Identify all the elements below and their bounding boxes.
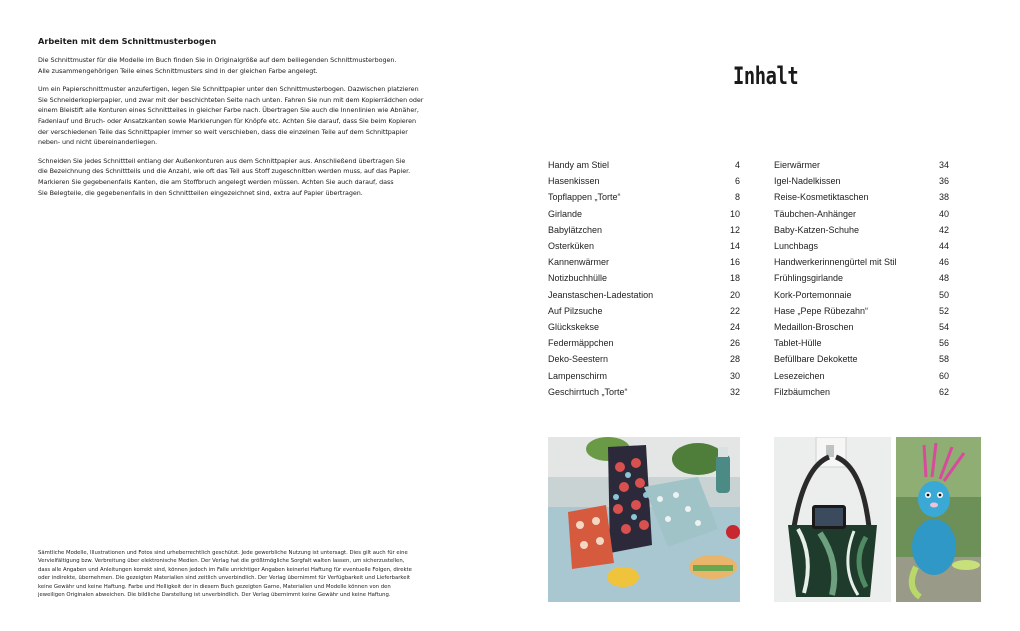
paragraph-1 — [38, 55, 448, 76]
toc-entry-page: 16 — [729, 257, 740, 268]
toc-entry — [548, 238, 740, 254]
toc-entry-page: 18 — [729, 273, 740, 284]
toc-entry-title: Hase „Pepe Rübezahn“ — [774, 305, 869, 316]
toc-entry-page: 44 — [938, 241, 949, 252]
toc-entry-title: Girlande — [548, 208, 583, 219]
phone-bag-illustration — [774, 437, 891, 602]
toc-entry-title: Lampenschirm — [548, 370, 608, 381]
paragraph-line: Schneiden Sie jedes Schnittteil entlang der Außenkonturen aus dem Schnittpapier aus. Anschließend übertragen Sie — [38, 156, 406, 165]
toc-entry-title: Geschirrtuch „Torte“ — [548, 386, 628, 397]
toc-entry-page: 40 — [938, 208, 949, 219]
toc-entry-title: Reise-Kosmetiktaschen — [774, 192, 869, 203]
toc-entry-title: Auf Pilzsuche — [548, 305, 603, 316]
toc-entry-page: 30 — [729, 370, 740, 381]
toc-entry — [774, 157, 949, 173]
paragraph-line: Um ein Papierschnittmuster anzufertigen, legen Sie Schnittpapier unter den Schnittmusterbogen. Dazwischen platzieren — [38, 85, 419, 94]
toc-entry — [548, 303, 740, 319]
toc-entry-page: 4 — [734, 160, 740, 171]
paragraph-line: die Bezeichnung des Schnittteils und die Anzahl, wie oft das Teil aus Stoff zugeschnitten werden muss, auf das Papier. — [38, 167, 411, 176]
toc-entry-page: 12 — [729, 224, 740, 235]
toc-title: Inhalt — [733, 62, 799, 90]
toc-entry-page: 26 — [729, 338, 740, 349]
toc-entry-title: Hasenkissen — [548, 176, 600, 187]
toc-entry-title: Tablet-Hülle — [774, 338, 822, 349]
toc-entry-title: Medaillon-Broschen — [774, 321, 854, 332]
toc-entry — [548, 351, 740, 367]
toc-entry — [548, 319, 740, 335]
toc-entry-page: 14 — [729, 241, 740, 252]
toc-entry-page: 10 — [729, 208, 740, 219]
paragraph-line: der verschiedenen Teile das Schnittpapier immer so weit verschieben, dass die einzelnen Teile auf dem Schnittpapier — [38, 127, 408, 136]
toc-entry-page: 8 — [734, 192, 740, 203]
toc-entry — [548, 206, 740, 222]
paragraph-line: Markieren Sie gegebenenfalls Kanten, die am Stoffbruch angelegt werden müssen. Achten Sie auch darauf, dass — [38, 177, 394, 186]
lunchbags-illustration — [548, 437, 740, 602]
toc-entry-title: Handwerkerinnengürtel mit Stil — [774, 257, 897, 268]
toc-entry-page: 54 — [938, 321, 949, 332]
toc-entry-page: 60 — [938, 370, 949, 381]
toc-entry — [774, 189, 949, 205]
toc-entry-page: 38 — [938, 192, 949, 203]
paragraph-line: Sie Schneiderkopierpapier, und zwar mit der beschichteten Seite nach unten. Fahren Sie nun mit dem Kopierrädchen oder — [38, 95, 424, 104]
toc-entry-title: Federmäppchen — [548, 338, 614, 349]
toc-entry-title: Täubchen-Anhänger — [774, 208, 857, 219]
legal-notice — [38, 549, 450, 599]
toc-entry-page: 42 — [938, 224, 949, 235]
toc-entry-title: Deko-Seestern — [548, 354, 609, 365]
toc-entry-title: Topflappen „Torte“ — [548, 192, 621, 203]
paragraph-2 — [38, 84, 448, 148]
toc-entry-page: 6 — [734, 176, 740, 187]
toc-entry-page: 58 — [938, 354, 949, 365]
toc-entry-title: Befüllbare Dekokette — [774, 354, 858, 365]
toc-entry — [774, 254, 949, 270]
toc-entry-title: Handy am Stiel — [548, 160, 610, 171]
toc-entry-page: 22 — [729, 305, 740, 316]
toc-entry — [774, 206, 949, 222]
legal-line: oder indirekte, übernehmen. Die gezeigten Materialien sind zeitlich unverbindlich. Der Verlag übernimmt für Verfügbarkeit und Lieferbarkeit — [38, 575, 411, 582]
toc-entry-page: 48 — [938, 273, 949, 284]
toc-entry — [548, 254, 740, 270]
toc-entry-page: 62 — [938, 386, 949, 397]
toc-entry — [774, 319, 949, 335]
legal-line: dass alle Angaben und Anleitungen korrekt sind, können jedoch im Falle unrichtiger Angaben keinerlei Haftung für eventuelle Folgen, direkte — [38, 566, 412, 573]
legal-line: Vervielfältigung bzw. Verbreitung über elektronische Medien. Der Verlag hat die größtmögliche Sorgfalt walten lassen, um sicherzustellen, — [38, 558, 405, 565]
legal-line: jeweiligen Originalen abweichen. Die bildliche Darstellung ist unverbindlich. Der Verlag übernimmt keine Gewähr und keine Haftung. — [38, 592, 391, 599]
toc-entry — [548, 335, 740, 351]
toc-entry — [548, 384, 740, 400]
toc-entry-title: Filzbäumchen — [774, 386, 831, 397]
toc-entry — [548, 367, 740, 383]
legal-line: keine Gewähr und keine Haftung. Farbe und Helligkeit der in diesem Buch gezeigten Garne, Materialien und Modelle können von den — [38, 583, 391, 590]
toc-entry — [774, 270, 949, 286]
bunny-illustration — [896, 437, 981, 602]
paragraph-line: Alle zusammengehörigen Teile eines Schnittmusters sind in der gleichen Farbe angelegt. — [38, 66, 318, 75]
toc-entry-title: Baby-Katzen-Schuhe — [774, 224, 860, 235]
toc-entry-title: Glückskekse — [548, 321, 600, 332]
toc-entry-page: 20 — [729, 289, 740, 300]
toc-entry — [774, 238, 949, 254]
intro-section — [38, 36, 448, 206]
paragraph-line: einem Bleistift alle Konturen eines Schnittteiles in gleicher Farbe nach. Übertragen Sie auch die Innenlinien wie Abnäher, — [38, 106, 419, 115]
toc-entry-page: 36 — [938, 176, 949, 187]
toc-entry — [548, 189, 740, 205]
toc-entry — [774, 335, 949, 351]
toc-entry — [774, 303, 949, 319]
toc-entry-title: Osterküken — [548, 241, 595, 252]
toc-entry-title: Frühlingsgirlande — [774, 273, 844, 284]
paragraph-line: Die Schnittmuster für die Modelle im Buch finden Sie in Originalgröße auf dem beiliegenden Schnittmusterbogen. — [38, 56, 397, 64]
toc-entry — [548, 287, 740, 303]
toc-entry-title: Kannenwärmer — [548, 257, 610, 268]
toc-entry-title: Notizbuchhülle — [548, 273, 608, 284]
toc-entry — [548, 157, 740, 173]
lunchbags-photo — [548, 437, 740, 602]
toc-entry — [774, 384, 949, 400]
phone-bag-photo — [774, 437, 891, 602]
toc-entry-page: 56 — [938, 338, 949, 349]
toc-entry — [548, 270, 740, 286]
toc-entry-page: 32 — [729, 386, 740, 397]
toc-entry-title: Lesezeichen — [774, 370, 825, 381]
paragraph-line: Fadenlauf und Bruch- oder Ansatzkanten sowie Markierungen für Knöpfe etc. Achten Sie darauf, dass Sie beim Kopieren — [38, 116, 416, 125]
toc-entry-page: 28 — [729, 354, 740, 365]
toc-entry-title: Kork-Portemonnaie — [774, 289, 852, 300]
toc-entry-title: Jeanstaschen-Ladestation — [548, 289, 654, 300]
toc-entry-page: 24 — [729, 321, 740, 332]
toc-column-1 — [548, 157, 740, 400]
toc-entry-page: 34 — [938, 160, 949, 171]
toc-entry — [774, 222, 949, 238]
toc-entry — [774, 173, 949, 189]
toc-entry — [548, 173, 740, 189]
paragraph-line: Sie Belegteile, die gegebenenfalls in den Schnittteilen eingezeichnet sind, extra auf Papier übertragen. — [38, 188, 363, 197]
toc-entry-title: Eierwärmer — [774, 160, 821, 171]
toc-entry-page: 50 — [938, 289, 949, 300]
paragraph-3 — [38, 156, 448, 198]
section-heading: Arbeiten mit dem Schnittmusterbogen — [38, 36, 217, 46]
toc-entry — [774, 367, 949, 383]
toc-column-2 — [774, 157, 949, 400]
toc-entry-page: 52 — [938, 305, 949, 316]
toc-entry-title: Babylätzchen — [548, 224, 603, 235]
toc-entry — [548, 222, 740, 238]
bunny-photo — [896, 437, 981, 602]
toc-entry — [774, 287, 949, 303]
toc-entry-page: 46 — [938, 257, 949, 268]
toc-entry-title: Lunchbags — [774, 241, 819, 252]
toc-entry — [774, 351, 949, 367]
paragraph-line: neben- und nicht übereinanderliegen. — [38, 138, 158, 147]
legal-line: Sämtliche Modelle, Illustrationen und Fotos sind urheberrechtlich geschützt. Jede gewerbliche Nutzung ist untersagt. Dies gilt auch für eine — [38, 550, 408, 556]
toc-entry-title: Igel-Nadelkissen — [774, 176, 841, 187]
